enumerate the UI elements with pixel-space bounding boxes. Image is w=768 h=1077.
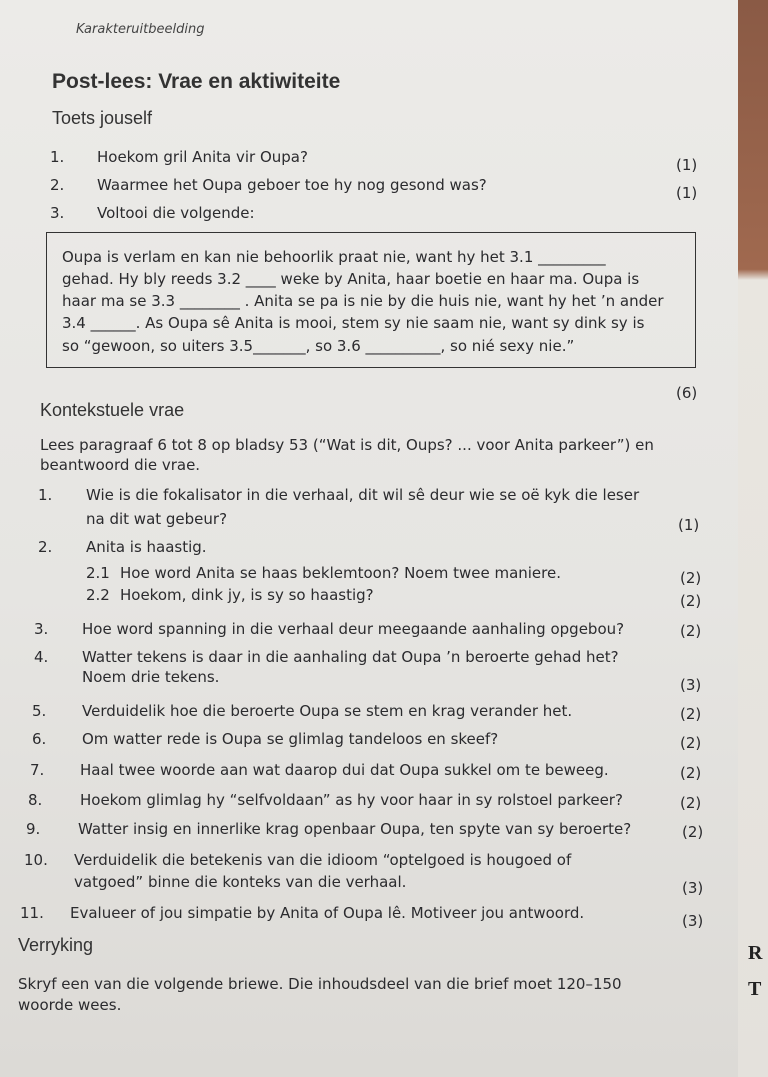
subquestion-number: 2.2 (86, 586, 110, 604)
question-text: Voltooi die volgende: (97, 204, 255, 222)
question-text: Anita is haastig. (86, 538, 207, 556)
question-text: Verduidelik hoe die beroerte Oupa se stem en krag verander het. (82, 702, 573, 720)
question-text: Haal twee woorde aan wat daarop dui dat Oupa sukkel om te beweeg. (80, 761, 609, 779)
enrichment-line: Skryf een van die volgende briewe. Die inhoudsdeel van die brief moet 120–150 (18, 975, 622, 993)
adjacent-page-letter: R (748, 942, 763, 964)
question-mark: (2) (680, 734, 702, 752)
box-line: Oupa is verlam en kan nie behoorlik praat nie, want hy het 3.1 _________ (62, 248, 606, 266)
question-mark: (2) (680, 764, 702, 782)
adjacent-page-letter: T (748, 978, 762, 1000)
subquestion-text: Hoekom, dink jy, is sy so haastig? (120, 586, 374, 604)
question-text: Om watter rede is Oupa se glimlag tandeloos en skeef? (82, 730, 499, 748)
question-text: Hoekom gril Anita vir Oupa? (97, 148, 308, 166)
question-text: Verduidelik die betekenis van die idioom “optelgoed is hougoed of (74, 851, 572, 869)
question-item: 3. (50, 204, 65, 222)
question-text: Waarmee het Oupa geboer toe hy nog gesond was? (97, 176, 487, 194)
section-heading-toets-jouself: Toets jouself (52, 108, 153, 128)
question-mark: (1) (678, 516, 700, 534)
box-line: haar ma se 3.3 ________ . Anita se pa is nie by die huis nie, want hy het ’n ander (62, 292, 664, 310)
question-text: Evalueer of jou simpatie by Anita of Oupa lê. Motiveer jou antwoord. (70, 904, 585, 922)
question-number: 4. (34, 648, 49, 666)
question-number: 8. (28, 791, 43, 809)
question-item: 2. (50, 176, 65, 194)
question-mark: (2) (680, 705, 702, 723)
intro-line: Lees paragraaf 6 tot 8 op bladsy 53 (“Wat is dit, Oups? ... voor Anita parkeer”) en (40, 436, 654, 454)
question-mark: (3) (682, 879, 704, 897)
question-number: 3. (34, 620, 49, 638)
section-heading-verryking: Verryking (18, 935, 94, 955)
box-mark: (6) (676, 384, 698, 402)
question-item: 1. (50, 148, 65, 166)
subquestion-number: 2.1 (86, 564, 110, 582)
question-mark: (2) (680, 622, 702, 640)
question-mark: (1) (676, 184, 698, 202)
box-line: 3.4 ______. As Oupa sê Anita is mooi, stem sy nie saam nie, want sy dink sy is (62, 314, 645, 332)
page-title: Post-lees: Vrae en aktiwiteite (52, 70, 341, 93)
question-text: vatgoed” binne die konteks van die verhaal. (74, 873, 407, 891)
question-text: Watter tekens is daar in die aanhaling dat Oupa ’n beroerte gehad het? (82, 648, 619, 666)
question-text: Watter insig en innerlike krag openbaar Oupa, ten spyte van sy beroerte? (78, 820, 632, 838)
question-number: 11. (20, 904, 44, 922)
question-text: Hoekom glimlag hy “selfvoldaan” as hy voor haar in sy rolstoel parkeer? (80, 791, 623, 809)
question-number: 10. (24, 851, 48, 869)
question-text: Wie is die fokalisator in die verhaal, dit wil sê deur wie se oë kyk die leser (86, 486, 640, 504)
adjacent-page-edge (738, 0, 768, 1077)
question-number: 9. (26, 820, 41, 838)
subquestion-text: Hoe word Anita se haas beklemtoon? Noem twee maniere. (120, 564, 561, 582)
question-number: 7. (30, 761, 45, 779)
question-mark: (3) (682, 912, 704, 930)
box-line: gehad. Hy bly reeds 3.2 ____ weke by Anita, haar boetie en haar ma. Oupa is (62, 270, 640, 288)
question-mark: (2) (680, 794, 702, 812)
section-heading-kontekstuele-vrae: Kontekstuele vrae (40, 400, 185, 420)
question-mark: (2) (680, 569, 702, 587)
enrichment-line: woorde wees. (18, 996, 122, 1014)
intro-line: beantwoord die vrae. (40, 456, 201, 474)
question-text: Hoe word spanning in die verhaal deur meegaande aanhaling opgebou? (82, 620, 625, 638)
question-number: 6. (32, 730, 47, 748)
running-header: Karakteruitbeelding (76, 22, 205, 37)
question-number: 5. (32, 702, 47, 720)
question-text: Noem drie tekens. (82, 668, 220, 686)
question-mark: (2) (682, 823, 704, 841)
question-mark: (1) (676, 156, 698, 174)
box-line: so “gewoon, so uiters 3.5_______, so 3.6 __________, so nié sexy nie.” (62, 337, 575, 355)
question-mark: (3) (680, 676, 702, 694)
question-number: 1. (38, 486, 53, 504)
question-number: 2. (38, 538, 53, 556)
question-text: na dit wat gebeur? (86, 510, 228, 528)
question-mark: (2) (680, 592, 702, 610)
